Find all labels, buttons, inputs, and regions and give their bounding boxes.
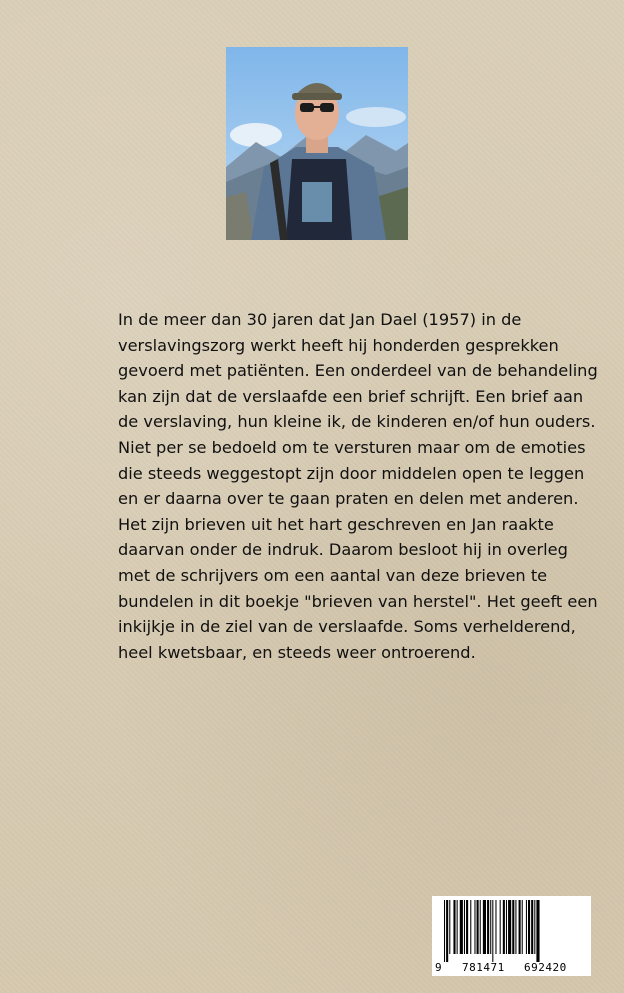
isbn-first-digit: 9: [435, 961, 443, 974]
back-cover-blurb: In de meer dan 30 jaren dat Jan Dael (1957) in de verslavingszorg werkt heeft hij honderden gesprekken gevoerd met patiënten. Een onderdeel van de behandeling kan zijn dat de verslaafde een brief schrijft. Een brief aan de verslaving, hun kleine ik, de kinderen en/of hun ouders. Niet per se bedoeld om te versturen maar om de emoties die steeds weggestopt zijn door middelen open te leggen en er daarna over te gaan praten en delen met anderen. Het zijn brieven uit het hart geschreven en Jan raakte daarvan onder de indruk. Daarom besloot hij in overleg met de schrijvers om een aantal van deze brieven te bundelen in dit boekje "brieven van herstel". Het geeft een inkijkje in de ziel van de verslaafde. Soms verhelderend, heel kwetsbaar, en steeds weer ontroerend.: [118, 310, 598, 662]
isbn-group-1: 781471: [462, 961, 505, 974]
author-photo: [226, 47, 408, 240]
isbn-group-2: 692420: [524, 961, 567, 974]
isbn-barcode: [432, 896, 591, 976]
